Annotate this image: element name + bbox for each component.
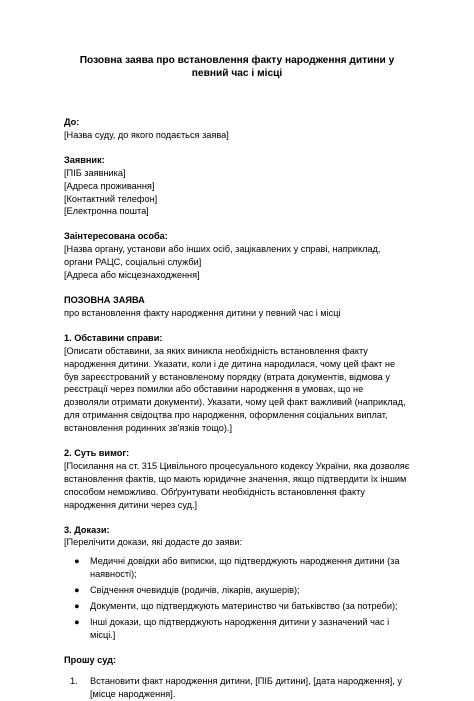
to-label: До: [64, 117, 80, 127]
document-title: Позовна заява про встановлення факту народження дитини у певний час і місці [79, 55, 395, 79]
section-evidence [64, 524, 410, 642]
bullet-icon: ● [74, 601, 80, 612]
claim-subtitle: про встановлення факту народження дитини у певний час і місці [64, 307, 341, 318]
request-item-number: 1. [70, 675, 78, 686]
claim-title: ПОЗОВНА ЗАЯВА [64, 294, 145, 305]
claim-heading [64, 294, 410, 320]
applicant-address: [Адреса проживання] [64, 180, 155, 191]
section-circumstances-title: 1. Обставини справи: [64, 332, 163, 343]
list-item [74, 600, 410, 613]
applicant-email: [Електронна пошта] [64, 206, 149, 217]
section-claims-title: 2. Суть вимог: [64, 448, 130, 459]
list-item [70, 675, 410, 701]
list-item [74, 584, 410, 597]
request-section [64, 654, 410, 701]
bullet-icon: ● [74, 617, 80, 627]
list-item [74, 616, 410, 642]
evidence-list [64, 555, 410, 641]
request-title: Прошу суд: [64, 654, 117, 665]
evidence-item-text: Свідчення очевидців (родичів, лікарів, акушерів); [90, 585, 300, 596]
list-item [74, 555, 410, 581]
applicant-phone: [Контактний телефон] [64, 193, 158, 204]
section-evidence-title: 3. Докази: [64, 524, 110, 535]
bullet-icon: ● [74, 585, 80, 596]
request-item-text: Встановити факт народження дитини, [ПІБ дитини], [дата народження], у [місце народження]. [90, 675, 402, 699]
evidence-item-text: Документи, що підтверджують материнство чи батьківство (за потреби); [90, 601, 398, 612]
section-claims [64, 447, 410, 512]
to-section [64, 116, 410, 142]
section-evidence-intro: [Перелічити докази, які додасте до заяви: [64, 537, 243, 548]
applicant-section [64, 154, 410, 219]
interested-address: [Адреса або місцезнаходження] [64, 270, 200, 281]
interested-section [64, 230, 410, 282]
applicant-label: Заявник: [64, 154, 105, 165]
interested-name: [Назва органу, установи або інших осіб, зацікавлених у справі, наприклад, органи РАЦС, соціальні служби] [64, 244, 381, 268]
section-circumstances [64, 332, 410, 435]
evidence-item-text: Медичні довідки або виписки, що підтверджують народження дитини (за наявності); [90, 556, 400, 580]
interested-label: Заінтересована особа: [64, 231, 168, 242]
request-list [64, 675, 410, 701]
applicant-name: [ПІБ заявника] [64, 167, 126, 178]
evidence-item-text: Інші докази, що підтверджують народження дитини у зазначений час і місці.] [90, 617, 390, 640]
bullet-icon: ● [74, 556, 80, 567]
section-circumstances-text: [Описати обставини, за яких виникла необхідність встановлення факту народження дитини. Указати, коли і де дитина народилася, чому цей факт не був зареєстрований у встановленому порядку (втрата документів, відмова у реєстрації через помилки або обставини народження в умовах, що не дозволяли отримати документи). Указати, чому цей факт важливий (наприклад, для отримання свідоцтва про народження, оформлення соціальних виплат, встановлення родинних зв'язків тощо).] [64, 345, 406, 434]
section-claims-text: [Посилання на ст. 315 Цивільного процесуального кодексу України, яка дозволяє встановлення фактів, що мають юридичне значення, якщо підтвердити їх іншим способом неможливо. Обґрунтувати необхідність встановлення факту народження дитини через суд.] [64, 460, 410, 510]
to-value: [Назва суду, до якого подається заява] [64, 129, 229, 140]
